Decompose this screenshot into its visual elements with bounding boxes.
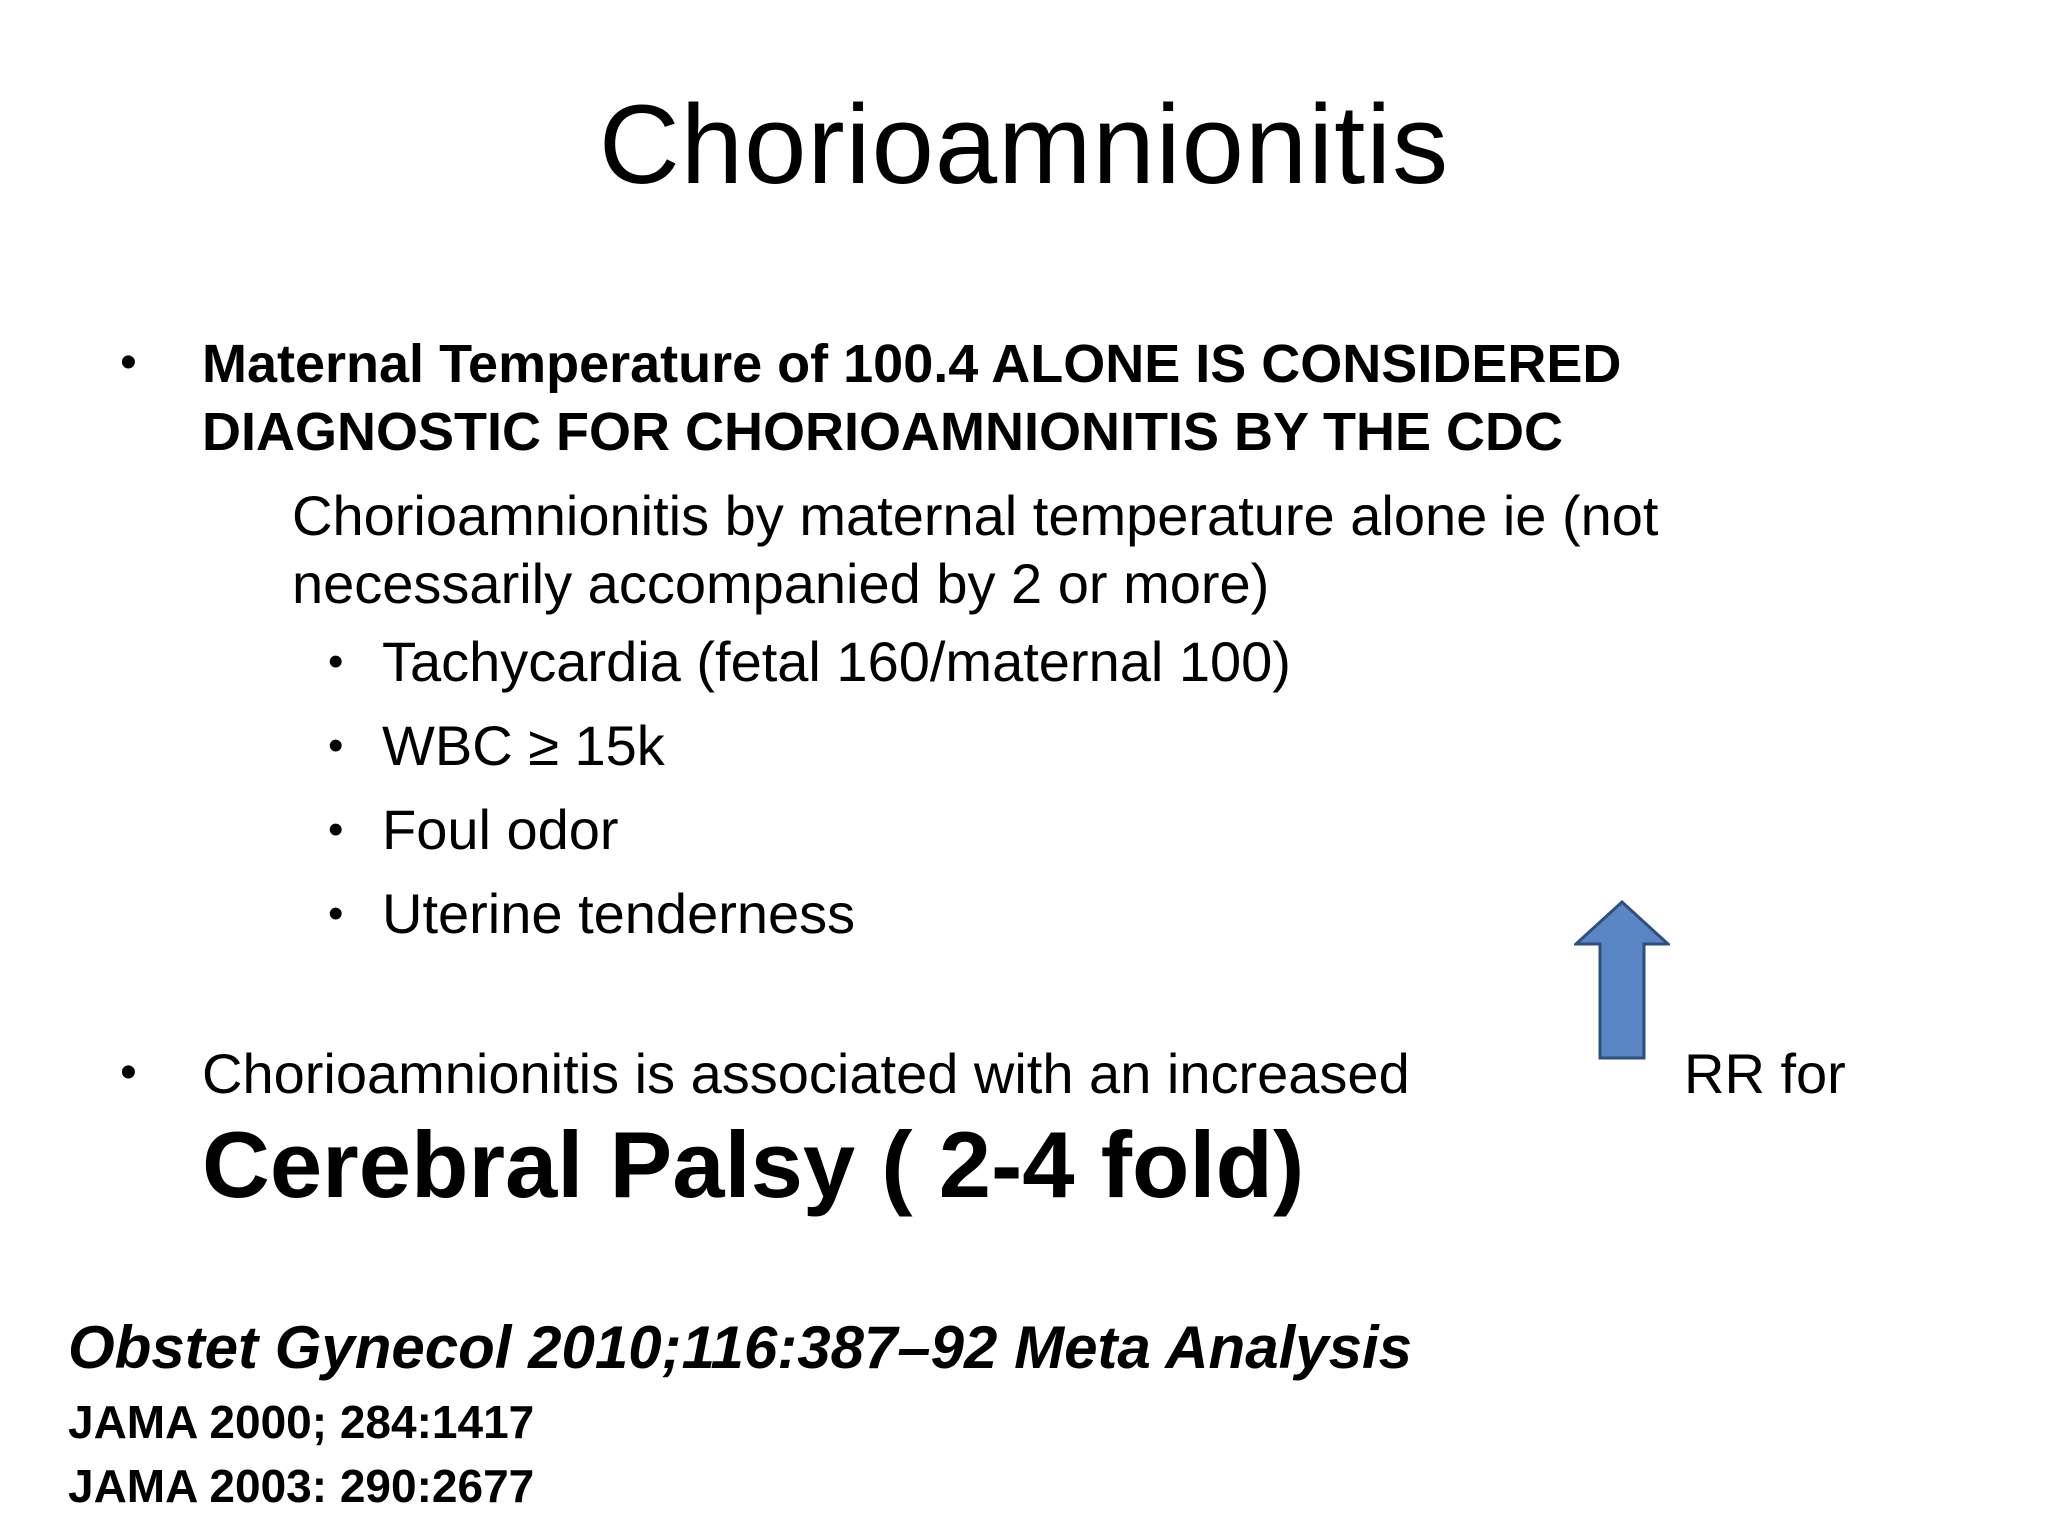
up-arrow-icon (1574, 900, 1670, 1060)
bullet-marker: • (328, 637, 344, 686)
emphasis-text: Cerebral Palsy ( 2-4 fold) (202, 1112, 1305, 1217)
list-item-text: WBC ≥ 15k (382, 714, 665, 777)
bullet-marker: • (328, 805, 344, 854)
sub-paragraph: Chorioamnionitis by maternal temperature alone ie (not necessarily accompanied by 2 or more) (292, 484, 1659, 615)
list-item (328, 712, 1528, 796)
bullet-body (202, 1040, 1920, 1220)
slide-title: Chorioamnionitis (598, 82, 1450, 207)
up-arrow-shape (1576, 902, 1668, 1058)
criteria-list (328, 628, 1528, 964)
list-item (328, 628, 1528, 712)
bullet-text-before-arrow: Chorioamnionitis is associated with an increased (202, 1042, 1410, 1105)
bullet-text-after-arrow: RR for (1684, 1042, 1846, 1105)
bullet-line (202, 1040, 1920, 1108)
list-item-text: Uterine tenderness (382, 882, 856, 945)
bullet-text: Maternal Temperature of 100.4 ALONE IS CONSIDERED DIAGNOSTIC FOR CHORIOAMNIONITIS BY THE CDC (202, 334, 1622, 462)
list-item-text: Foul odor (382, 798, 619, 861)
bullet-marker: • (120, 336, 137, 389)
list-item (328, 880, 1528, 964)
bullet-marker: • (120, 1046, 137, 1099)
bullet-maternal-temperature (120, 330, 1920, 466)
bullet-marker: • (328, 721, 344, 770)
reference-obstet-gynecol: Obstet Gynecol 2010;116:387–92 Meta Analysis (68, 1314, 1413, 1381)
list-item-text: Tachycardia (fetal 160/maternal 100) (382, 630, 1291, 693)
bullet-marker: • (328, 889, 344, 938)
reference-jama-2000: JAMA 2000; 284:1417 (68, 1396, 535, 1448)
list-item (328, 796, 1528, 880)
reference-jama-2003: JAMA 2003: 290:2677 (68, 1460, 535, 1512)
bullet-cerebral-palsy (120, 1040, 1920, 1220)
